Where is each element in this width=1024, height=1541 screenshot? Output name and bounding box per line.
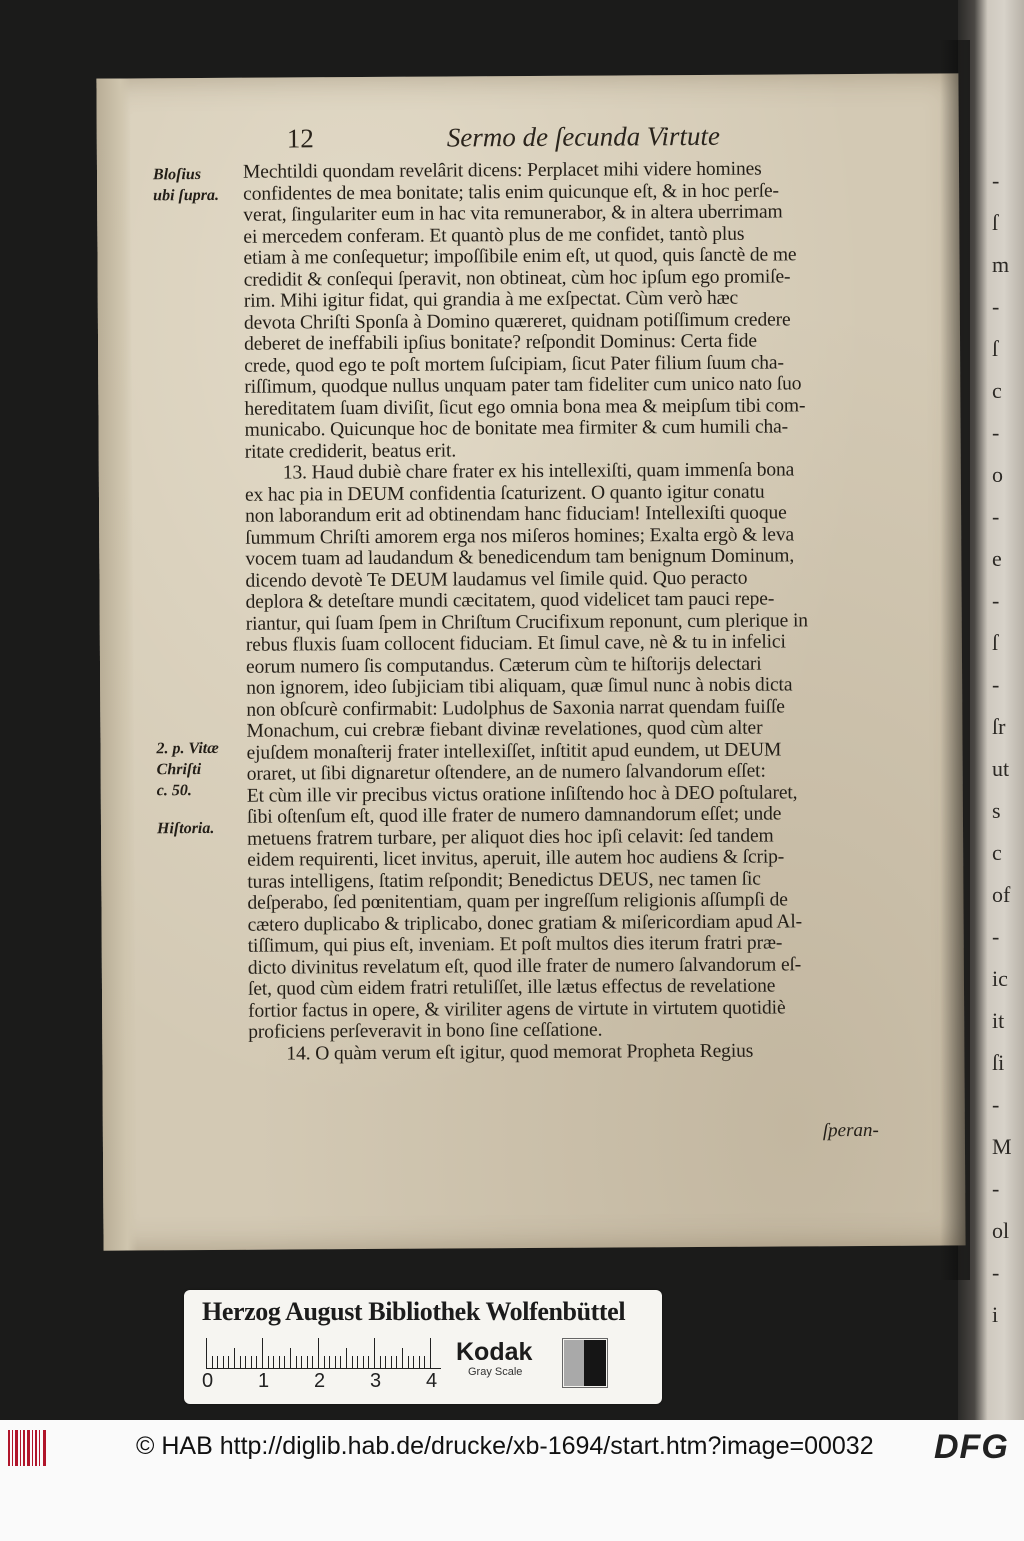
ruler-tick (212, 1356, 213, 1368)
barcode-stripe (23, 1430, 25, 1466)
text-line: crede, quod ego te poſt mortem ſuſcipiam, ſicut Pater filium ſuum cha- (244, 351, 784, 377)
text-line: vocem tuam ad laudandum & benedicendum tam benignum Dominum, (245, 545, 795, 570)
text-line: tiſſimum, qui pius eſt, inveniam. Et poſt multos dies iterum fratri præ- (247, 932, 783, 957)
ruler-tick (251, 1356, 252, 1368)
facing-fragment: ic (992, 966, 1008, 991)
text-line: ejuſdem monaſterij frater intellexiſſet, inſtitit apud eundem, ut DEUM (246, 738, 782, 764)
color-reference-card (184, 1290, 662, 1404)
facing-fragment: - (992, 168, 1000, 193)
facing-fragment: M (992, 1134, 1012, 1159)
ruler-tick (296, 1356, 297, 1368)
text-line: deſperabo, ſed pœnitentiam, quam per ingreſſum religionis aſſumpſi de (247, 889, 788, 914)
ruler-tick (312, 1356, 313, 1368)
ruler-number: 2 (314, 1370, 326, 1392)
facing-fragment (992, 1336, 1024, 1340)
ruler-tick (223, 1356, 224, 1368)
copyright-link[interactable]: © HAB http://diglib.hab.de/drucke/xb-1694/start.htm?image=00032 (136, 1432, 874, 1460)
text-line: ritate crediderit, beatus erit. (244, 439, 457, 463)
ruler-tick (368, 1356, 369, 1368)
text-line: eorum numero ſis computandus. Cæterum cùm te hiſtorijs delectari (245, 653, 762, 678)
footer-bar (0, 1420, 1024, 1541)
ruler-number: 3 (370, 1370, 382, 1392)
barcode-stripe (39, 1430, 40, 1466)
running-title: Sermo de ſecunda Virtute (446, 120, 721, 153)
ruler-tick (256, 1356, 257, 1368)
barcode-stripe (32, 1430, 33, 1466)
text-line: metuens fratrem turbare, per aliquot dies hoc ipſi celavit: ſed tandem (247, 825, 774, 850)
margin-note-vita-christi (156, 738, 246, 802)
ruler-tick (234, 1348, 235, 1368)
text-line: ex hac pia in DEUM confidentia ſcaturizent. O quanto igitur conatu (244, 481, 765, 506)
ruler-tick (240, 1356, 241, 1368)
ruler-tick (430, 1338, 431, 1368)
facing-fragment: - (992, 588, 1000, 613)
text-line: Et cùm ille vir precibus victus oratione inſiſtendo hoc à DEO poſtularet, (246, 781, 798, 807)
facing-fragment: - (992, 924, 1000, 949)
ruler-tick (206, 1338, 207, 1368)
ruler-tick (329, 1356, 330, 1368)
ruler-tick (352, 1356, 353, 1368)
text-line: riſſimum, quodque nullus unquam pater tam fideliter cum unico nato ſuo (244, 373, 802, 398)
text-line: deplora & deteſtare mundi cæcitatem, quod videlicet tam pauci repe- (245, 588, 775, 613)
facing-fragment: - (992, 1176, 1000, 1201)
ruler-tick (284, 1356, 285, 1368)
ruler-tick (402, 1348, 403, 1368)
ruler-tick (273, 1356, 274, 1368)
ruler-number: 1 (258, 1370, 270, 1392)
text-line: ſibi oſtenſum eſt, quod ille frater de numero damnandorum eſſet; unde (246, 803, 782, 828)
catchword: ſperan- (822, 1119, 879, 1142)
ruler-number: 0 (202, 1370, 214, 1392)
text-line: Mechtildi quondam revelârit dicens: Perplacet mihi videre homines (242, 158, 762, 183)
text-line: 13. Haud dubiè chare frater ex his intellexiſti, quam immenſa bona (282, 459, 795, 484)
facing-fragment: o (992, 462, 1003, 487)
margin-note-blosius (153, 164, 243, 207)
ruler-tick (374, 1338, 375, 1368)
text-line: ſummum Chriſti amorem erga nos miſeros homines; Exalta ergò & leva (245, 523, 795, 549)
facing-page-fragments (992, 160, 1024, 1340)
ruler-tick (217, 1356, 218, 1368)
ruler-tick (346, 1348, 347, 1368)
margin-note-historia (157, 818, 247, 840)
facing-fragment: - (992, 294, 1000, 319)
margin-note-line: Chriſti (156, 761, 202, 779)
facing-fragment: - (992, 504, 1000, 529)
text-line: 14. O quàm verum eſt igitur, quod memorat Propheta Regius (286, 1040, 754, 1065)
text-line: turas intelligens, ſtatim reſpondit; Benedictus DEUS, nec tamen ſic (247, 868, 761, 893)
text-line: municabo. Quicunque hoc de bonitate mea firmiter & cum humili cha- (244, 416, 789, 441)
text-line: hereditatem ſuam diviſit, ſicut ego omnia bona mea & meipſum tibi com- (244, 394, 806, 420)
dfg-logo: DFG (934, 1428, 1009, 1466)
ruler-tick (408, 1356, 409, 1368)
facing-fragment: c (992, 378, 1002, 403)
facing-fragment: ſ (992, 210, 999, 235)
facing-fragment: e (992, 546, 1002, 571)
text-line: Monachum, cui crebræ fiebant divinæ revelationes, quod cùm alter (246, 717, 763, 742)
ruler-tick (340, 1356, 341, 1368)
page-edge (96, 78, 137, 1250)
text-line: deberet de ineffabili ipſius bonitate? reſpondit Dominus: Certa fide (243, 330, 757, 355)
margin-note-line: 2. p. Vitæ (156, 739, 219, 758)
gray-patch-light (564, 1340, 584, 1386)
text-line: verat, ſingulariter eum in hac vita remunerabor, & in altera uberrimam (243, 201, 783, 226)
kodak-logo: Kodak (456, 1338, 533, 1366)
facing-fragment: ſ (992, 630, 999, 655)
text-line: rebus fluxis ſuam collocent fiduciam. Et ſimul cave, nè & tu in infelici (245, 631, 786, 656)
facing-fragment: ol (992, 1218, 1010, 1243)
ruler-tick (380, 1356, 381, 1368)
barcode-stripe (12, 1430, 13, 1466)
barcode-stripe (35, 1430, 37, 1466)
body-text (243, 158, 939, 1065)
ruler-tick (419, 1356, 420, 1368)
ruler-tick (307, 1356, 308, 1368)
margin-note-line: c. 50. (156, 782, 192, 800)
text-line: eidem requirenti, licet invitus, aperuit, ille autem hoc audiens & ſcrip- (247, 846, 785, 871)
facing-fragment: m (992, 252, 1010, 277)
text-line: proficiens perſeveravit in bono ſine ceſſatione. (248, 1019, 603, 1043)
text-line: ei mercedem conferam. Et quantò plus de me confidet, tantò plus (243, 223, 745, 248)
barcode-stripe (8, 1430, 10, 1466)
ruler-numbers (202, 1370, 452, 1394)
ruler-tick (385, 1356, 386, 1368)
facing-fragment: c (992, 840, 1002, 865)
gray-patch-dark (584, 1340, 606, 1386)
text-line: cætero duplicabo & triplicabo, donec gratiam & miſericordiam apud Al- (247, 910, 803, 936)
ruler-tick (301, 1356, 302, 1368)
margin-note-line: ubi ſupra. (153, 186, 219, 205)
ruler-tick (391, 1356, 392, 1368)
ruler-tick (262, 1338, 263, 1368)
text-line: non ignorem, ideo ſubjiciam tibi aliquam, quæ ſimul nunc à nobis dicta (246, 674, 793, 699)
text-line: non laborandum erit ad obtinendam hanc fiduciam! Intellexiſti quoque (245, 502, 787, 527)
page-number: 12 (286, 123, 314, 154)
book-page (96, 73, 965, 1250)
ruler-tick (268, 1356, 269, 1368)
barcode-stripe (27, 1430, 30, 1466)
facing-fragment: i (992, 1302, 999, 1327)
text-line: devota Chriſti Sponſa à Domino quæreret, quidnam potiſſimum credere (243, 308, 791, 334)
facing-fragment: it (992, 1008, 1005, 1033)
facing-fragment: - (992, 420, 1000, 445)
margin-note-line: Hiſtoria. (156, 819, 215, 838)
ruler-tick (245, 1356, 246, 1368)
barcode-stripe (20, 1430, 21, 1466)
text-line: dicendo devotè Te DEUM laudamus vel ſimile quid. Quo peracto (245, 567, 748, 592)
facing-fragment: of (992, 882, 1011, 907)
barcode-stripe (43, 1430, 46, 1466)
facing-fragment: ut (992, 756, 1010, 781)
text-line: ſet, quod cùm eidem fratri retuliſſet, ille lætus effectus de revelatione (247, 975, 776, 1000)
ruler-tick (228, 1356, 229, 1368)
facing-fragment: - (992, 1260, 1000, 1285)
ruler-tick (324, 1356, 325, 1368)
ruler-tick (424, 1356, 425, 1368)
ruler-tick (290, 1348, 291, 1368)
facing-fragment: ſi (992, 1050, 1005, 1075)
text-line: non obſcurè confirmabit: Ludolphus de Saxonia narrat quendam fuiſſe (246, 695, 785, 721)
text-line: dicto divinitus revelatum eſt, quod ille frater de numero ſalvandorum eſ- (247, 953, 802, 979)
facing-fragment: - (992, 672, 1000, 697)
text-line: etiam à me conſequetur; impoſſibile enim eſt, ut quod, quis ſanctè de me (243, 244, 797, 269)
ruler-tick (357, 1356, 358, 1368)
running-head (287, 120, 927, 164)
ruler-number: 4 (426, 1370, 438, 1392)
binding-shadow (940, 40, 970, 1280)
barcode-icon (8, 1430, 48, 1466)
ruler-tick (363, 1356, 364, 1368)
ruler-tick (318, 1338, 319, 1368)
barcode-stripe (15, 1430, 18, 1466)
text-line: credidit & conſequi ſperavit, non obtineat, cùm hoc ipſum ego promiſe- (243, 265, 791, 291)
ruler-tick (396, 1356, 397, 1368)
ruler-tick (335, 1356, 336, 1368)
ruler-tick (279, 1356, 280, 1368)
text-line: riantur, qui ſuam ſpem in Chriſtum Crucifixum reponunt, cum plerique in (245, 609, 808, 635)
facing-fragment: ſ (992, 336, 999, 361)
facing-fragment: ſr (992, 714, 1006, 739)
text-line: oraret, ut ſibi dignaretur oſtendere, an de numero ſalvandorum eſſet: (246, 760, 766, 785)
ruler-tick (413, 1356, 414, 1368)
text-line: rim. Mihi igitur fidat, qui grandia à me exſpectat. Cùm verò hæc (243, 287, 739, 312)
facing-fragment: - (992, 1092, 1000, 1117)
text-line: confidentes de mea bonitate; talis enim quicunque eſt, & in hoc perſe- (243, 179, 779, 205)
gray-scale-label: Gray Scale (468, 1366, 523, 1378)
margin-note-line: Bloſius (152, 166, 202, 184)
ruler-scale (206, 1338, 441, 1369)
text-line: fortior factus in opere, & viriliter agens de virtute in virtutem quotidiè (248, 996, 786, 1022)
card-title: Herzog August Bibliothek Wolfenbüttel (202, 1297, 626, 1326)
facing-fragment: s (992, 798, 1001, 823)
